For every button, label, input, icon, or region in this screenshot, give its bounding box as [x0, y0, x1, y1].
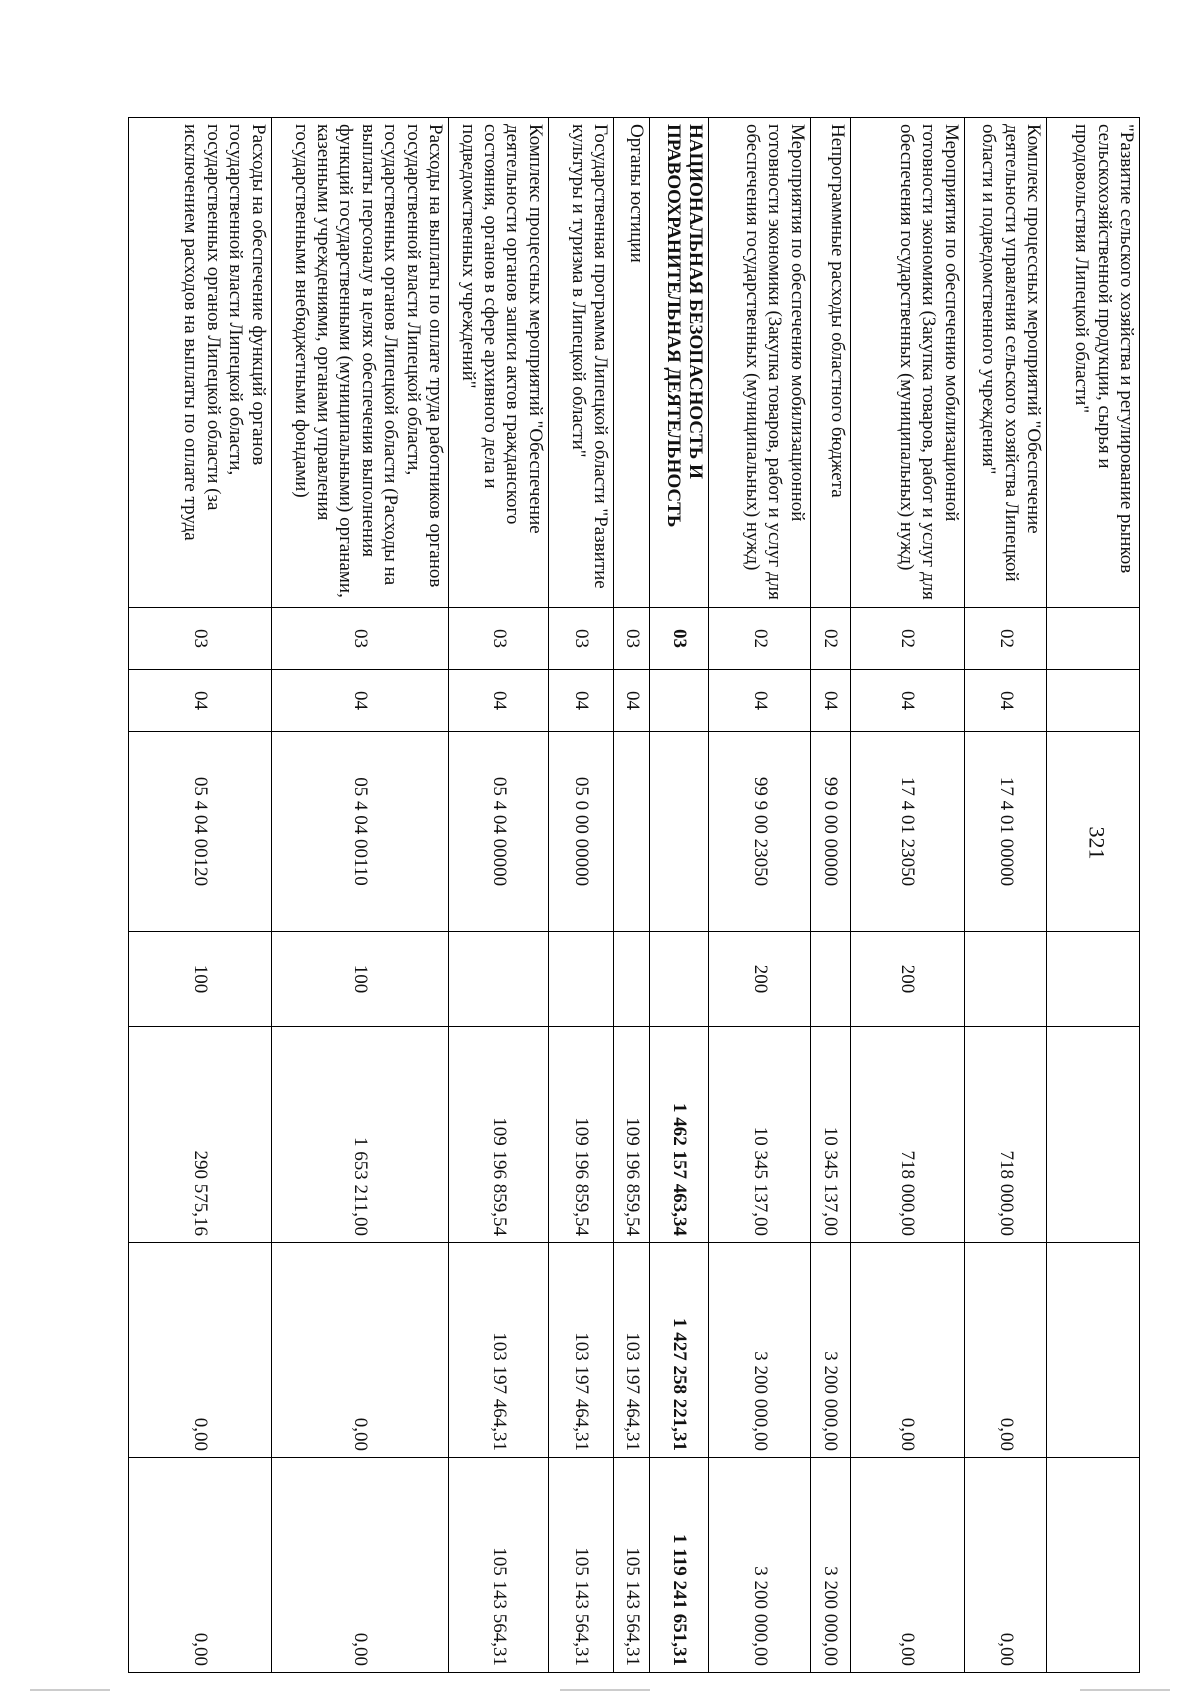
row-expense-type-cell [1047, 932, 1140, 1027]
row-expense-type-cell [810, 932, 850, 1027]
row-section-code-cell: 02 [810, 608, 850, 670]
row-amount-year1-cell [1047, 1027, 1140, 1243]
row-name-cell: "Развитие сельского хозяйства и регулирование рынков сельскохозяйственной продукции, сырья и продовольствия Липецкой области" [1047, 118, 1140, 608]
row-amount-year2-cell [1047, 1243, 1140, 1458]
row-subsection-code-cell: 04 [850, 670, 964, 732]
row-name-cell: Органы юстиции [614, 118, 650, 608]
row-expense-type-cell: 200 [709, 932, 810, 1027]
row-amount-year1-cell: 718 000,00 [964, 1027, 1046, 1243]
row-subsection-code-cell [650, 670, 709, 732]
table-row [129, 118, 272, 1673]
row-subsection-code-cell: 04 [810, 670, 850, 732]
row-amount-year1-cell: 109 196 859,54 [548, 1027, 613, 1243]
row-name-cell: Расходы на выплаты по оплате труда работников органов государственной власти Липецкой области, государственных органов Липецкой области (Расходы на выплаты персоналу в целях обеспечения выполнения функций государственными (муниципальными) органами, казенными учреждениями, органами управления государственными внебюджетными фондами) [271, 118, 448, 608]
table-row [1047, 118, 1140, 1673]
row-expense-type-cell: 200 [850, 932, 964, 1027]
row-target-article-cell: 17 4 01 00000 [964, 732, 1046, 932]
row-amount-year2-cell: 0,00 [271, 1243, 448, 1458]
row-subsection-code-cell: 04 [709, 670, 810, 732]
row-amount-year2-cell: 103 197 464,31 [614, 1243, 650, 1458]
row-amount-year1-cell: 10 345 137,00 [810, 1027, 850, 1243]
row-target-article-cell: 05 4 04 00000 [448, 732, 548, 932]
table-row [448, 118, 548, 1673]
scan-edge-mark [560, 1689, 650, 1691]
row-expense-type-cell [650, 932, 709, 1027]
table-row [650, 118, 709, 1673]
table-row [964, 118, 1046, 1673]
scan-edge-mark [1080, 1689, 1170, 1691]
budget-table [128, 117, 1140, 1673]
row-target-article-cell: 05 0 00 00000 [548, 732, 613, 932]
row-section-code-cell: 02 [964, 608, 1046, 670]
row-amount-year1-cell: 109 196 859,54 [614, 1027, 650, 1243]
row-target-article-cell [614, 732, 650, 932]
row-amount-year1-cell: 1 462 157 463,34 [650, 1027, 709, 1243]
row-name-cell: Комплекс процессных мероприятий "Обеспечение деятельности управления сельского хозяйства Липецкой области и подведомственного учреждения" [964, 118, 1046, 608]
row-name-cell: Комплекс процессных мероприятий "Обеспечение деятельности органов записи актов гражданского состояния, органов в сфере архивного дела и подведомственных учреждений" [448, 118, 548, 608]
row-target-article-cell: 99 9 00 23050 [709, 732, 810, 932]
row-amount-year2-cell: 3 200 000,00 [810, 1243, 850, 1458]
row-expense-type-cell [448, 932, 548, 1027]
table-row [614, 118, 650, 1673]
row-subsection-code-cell: 04 [614, 670, 650, 732]
row-amount-year2-cell: 103 197 464,31 [548, 1243, 613, 1458]
row-amount-year2-cell: 0,00 [964, 1243, 1046, 1458]
row-target-article-cell: 99 0 00 00000 [810, 732, 850, 932]
row-target-article-cell: 05 4 04 00120 [129, 732, 272, 932]
row-amount-year1-cell: 109 196 859,54 [448, 1027, 548, 1243]
row-amount-year3-cell: 3 200 000,00 [709, 1458, 810, 1673]
table-row [810, 118, 850, 1673]
row-section-code-cell [1047, 608, 1140, 670]
row-name-cell: НАЦИОНАЛЬНАЯ БЕЗОПАСНОСТЬ И ПРАВООХРАНИТЕЛЬНАЯ ДЕЯТЕЛЬНОСТЬ [650, 118, 709, 608]
row-target-article-cell [1047, 732, 1140, 932]
row-amount-year3-cell [1047, 1458, 1140, 1673]
page-number: 321 [1084, 826, 1110, 860]
row-subsection-code-cell: 04 [129, 670, 272, 732]
row-name-cell: Государственная программа Липецкой области "Развитие культуры и туризма в Липецкой области" [548, 118, 613, 608]
row-amount-year2-cell: 0,00 [850, 1243, 964, 1458]
budget-table-sheet [128, 117, 1140, 1672]
row-name-cell: Непрограммные расходы областного бюджета [810, 118, 850, 608]
table-row [709, 118, 810, 1673]
row-section-code-cell: 02 [850, 608, 964, 670]
row-expense-type-cell [964, 932, 1046, 1027]
row-name-cell: Расходы на обеспечение функций органов государственной власти Липецкой области, государственных органов Липецкой области (за исключением расходов на выплаты по оплате труда [129, 118, 272, 608]
row-subsection-code-cell: 04 [548, 670, 613, 732]
row-section-code-cell: 03 [271, 608, 448, 670]
row-target-article-cell [650, 732, 709, 932]
row-amount-year3-cell: 0,00 [850, 1458, 964, 1673]
row-section-code-cell: 03 [548, 608, 613, 670]
table-row [548, 118, 613, 1673]
row-amount-year3-cell: 0,00 [129, 1458, 272, 1673]
scan-edge-mark [30, 1689, 110, 1691]
row-name-cell: Мероприятия по обеспечению мобилизационной готовности экономики (Закупка товаров, работ и услуг для обеспечения государственных (муниципальных) нужд) [709, 118, 810, 608]
row-expense-type-cell: 100 [129, 932, 272, 1027]
row-amount-year3-cell: 105 143 564,31 [548, 1458, 613, 1673]
row-amount-year3-cell: 0,00 [271, 1458, 448, 1673]
row-amount-year3-cell: 105 143 564,31 [614, 1458, 650, 1673]
row-expense-type-cell: 100 [271, 932, 448, 1027]
row-amount-year2-cell: 3 200 000,00 [709, 1243, 810, 1458]
row-expense-type-cell [614, 932, 650, 1027]
row-subsection-code-cell [1047, 670, 1140, 732]
table-row [850, 118, 964, 1673]
row-amount-year2-cell: 0,00 [129, 1243, 272, 1458]
row-amount-year3-cell: 0,00 [964, 1458, 1046, 1673]
row-subsection-code-cell: 04 [271, 670, 448, 732]
row-amount-year1-cell: 718 000,00 [850, 1027, 964, 1243]
row-amount-year3-cell: 1 119 241 651,31 [650, 1458, 709, 1673]
row-amount-year1-cell: 10 345 137,00 [709, 1027, 810, 1243]
row-amount-year3-cell: 3 200 000,00 [810, 1458, 850, 1673]
row-target-article-cell: 17 4 01 23050 [850, 732, 964, 932]
row-name-cell: Мероприятия по обеспечению мобилизационной готовности экономики (Закупка товаров, работ и услуг для обеспечения государственных (муниципальных) нужд) [850, 118, 964, 608]
row-amount-year1-cell: 1 653 211,00 [271, 1027, 448, 1243]
row-subsection-code-cell: 04 [448, 670, 548, 732]
row-section-code-cell: 03 [614, 608, 650, 670]
row-subsection-code-cell: 04 [964, 670, 1046, 732]
row-section-code-cell: 03 [129, 608, 272, 670]
row-amount-year2-cell: 1 427 258 221,31 [650, 1243, 709, 1458]
row-target-article-cell: 05 4 04 00110 [271, 732, 448, 932]
row-amount-year3-cell: 105 143 564,31 [448, 1458, 548, 1673]
table-row [271, 118, 448, 1673]
row-amount-year2-cell: 103 197 464,31 [448, 1243, 548, 1458]
row-section-code-cell: 02 [709, 608, 810, 670]
row-section-code-cell: 03 [448, 608, 548, 670]
row-section-code-cell: 03 [650, 608, 709, 670]
row-expense-type-cell [548, 932, 613, 1027]
row-amount-year1-cell: 290 575,16 [129, 1027, 272, 1243]
